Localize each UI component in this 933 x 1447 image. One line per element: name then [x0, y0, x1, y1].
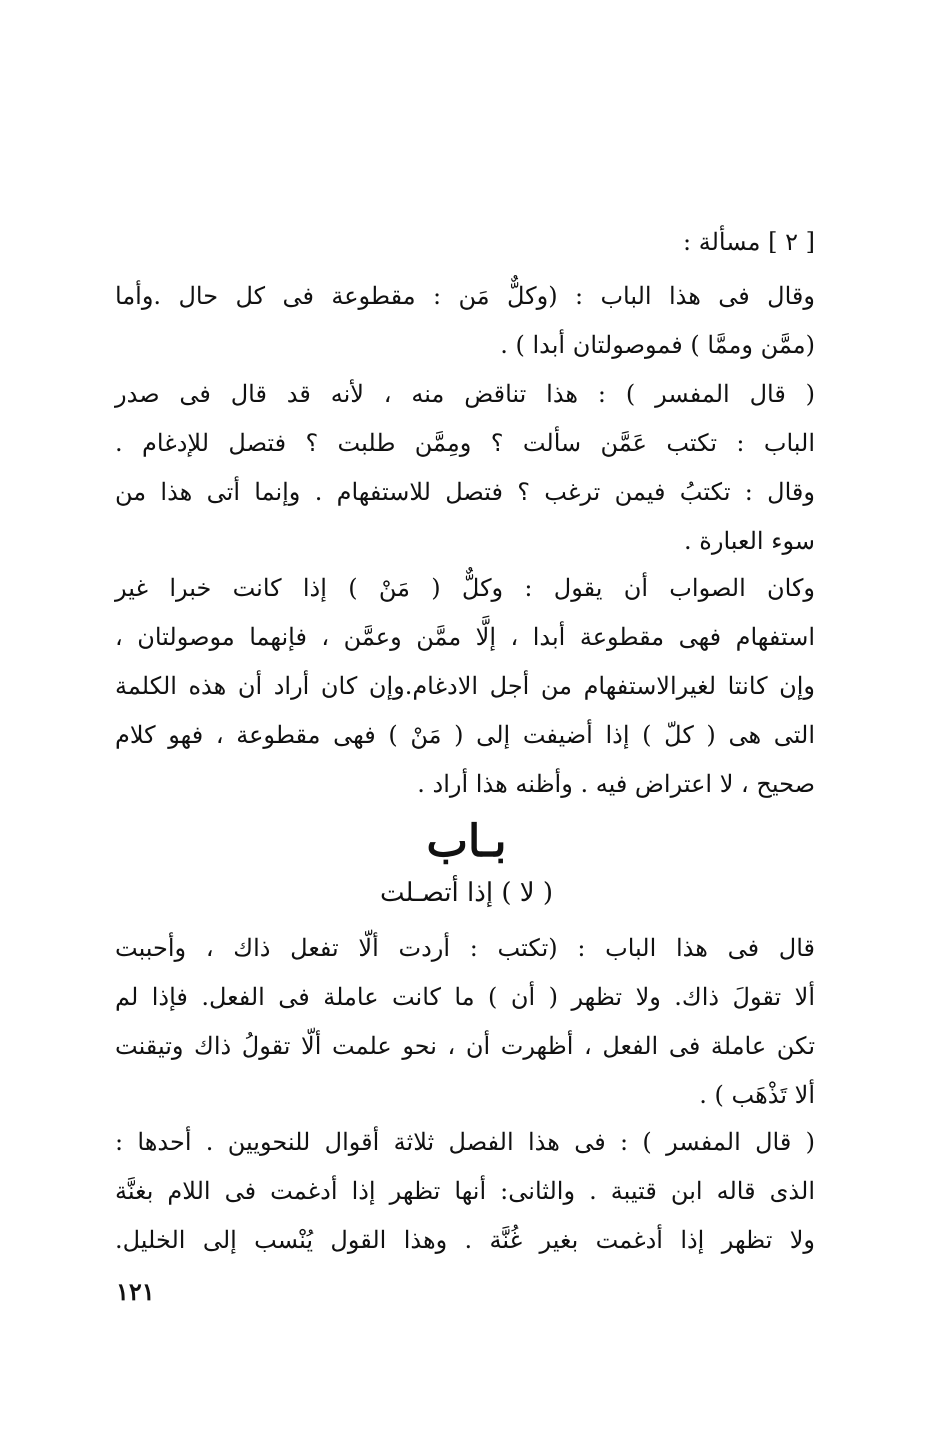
text-line: صحيح ، لا اعتراض فيه . وأظنه هذا أراد .: [417, 770, 815, 798]
paragraph-3: [115, 564, 815, 809]
text-line: الذى قاله ابن قتيبة . والثانى: أنها تظهر إذا أدغمت فى اللام بغنَّة: [115, 1177, 815, 1205]
text-line: ألا تقولَ ذاك. ولا تظهر ( أن ) ما كانت عاملة فى الفعل. فإذا لم: [115, 983, 815, 1011]
text-line: تكن عاملة فى الفعل ، أظهرت أن ، نحو علمت ألّا تقولُ ذاك وتيقنت: [115, 1032, 815, 1060]
issue-heading: [ ٢ ] مسألة :: [683, 228, 815, 256]
text-line: قال فى هذا الباب : (تكتب : أردت ألّا تفعل ذاك ، وأحببت: [115, 934, 815, 962]
text-line: استفهام فهى مقطوعة أبدا ، إلَّا ممَّن وعمَّن ، فإنهما موصولتان ،: [115, 623, 815, 651]
text-line: وإن كانتا لغيرالاستفهام من أجل الادغام.وإن كان أراد أن هذه الكلمة: [115, 672, 815, 700]
text-line: ألا تَذْهَب ) .: [699, 1081, 815, 1109]
text-line: وقال : تكتبُ فيمن ترغب ؟ فتصل للاستفهام . وإنما أتى هذا من: [115, 478, 815, 506]
paragraph-4: [115, 924, 815, 1120]
paragraph-2: [115, 370, 815, 566]
paragraph-1: [115, 272, 815, 370]
text-line: وقال فى هذا الباب : (وكلٌّ مَن : مقطوعة فى كل حال .وأما: [115, 282, 815, 310]
section-subtitle: ( لا ) إذا أتصـلت: [380, 878, 553, 908]
text-line: الباب : تكتب عَمَّن سألت ؟ ومِمَّن طلبت ؟ فتصل للإدغام .: [115, 429, 815, 457]
text-line: ( قال المفسر ) : فى هذا الفصل ثلاثة أقوال للنحويين . أحدها :: [115, 1128, 815, 1156]
text-line: ( قال المفسر ) : هذا تناقض منه ، لأنه قد قال فى صدر: [115, 380, 815, 408]
text-line: (ممَّن وممَّا ) فموصولتان أبدا ) .: [500, 331, 815, 359]
text-line: التى هى ( كلّ ) إذا أضيفت إلى ( مَنْ ) فهى مقطوعة ، فهو كلام: [115, 721, 815, 749]
text-line: ولا تظهر إذا أدغمت بغير غُنَّة . وهذا القول يُنْسب إلى الخليل.: [115, 1226, 815, 1254]
paragraph-5: [115, 1118, 815, 1265]
page-number: ١٢١: [116, 1277, 155, 1306]
section-title: بـاب: [426, 816, 507, 867]
text-line: وكان الصواب أن يقول : وكلٌّ ( مَنْ ) إذا كانت خبرا غير: [115, 574, 815, 602]
text-line: سوء العبارة .: [684, 527, 815, 555]
